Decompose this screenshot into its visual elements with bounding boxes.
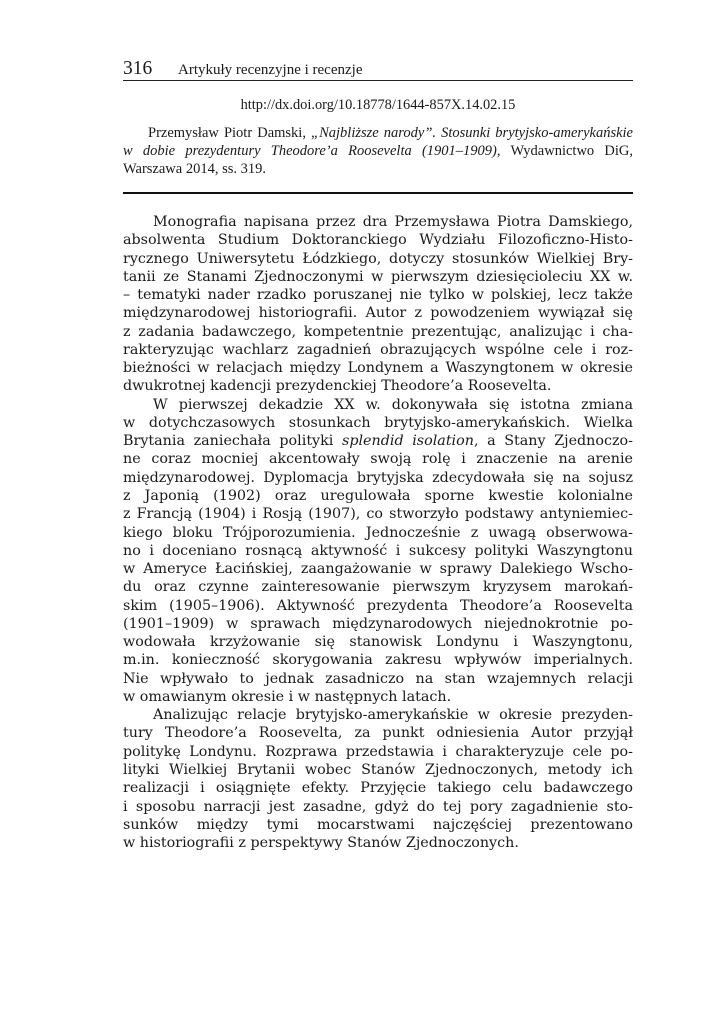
body-line: dwukrotnej kadencji prezydenckiej Theodore’a Roosevelta.: [123, 378, 552, 395]
citation-title-continued: w dobie prezydentury Theodore’a Roosevelta (1901–1909): [123, 143, 497, 159]
body-line: rakteryzując wachlarz zagadnień obrazujących wspólne cele i roz-: [123, 341, 633, 358]
body-line: Nie wpływało to jednak zasadniczo na stan wzajemnych relacji: [123, 670, 633, 687]
body-line: du oraz czynne zainteresowanie pierwszym kryzysem marokań-: [123, 579, 633, 596]
doi-line: http://dx.doi.org/10.18778/1644-857X.14.02.15: [240, 97, 516, 113]
body-line: z Francją (1904) i Rosją (1907), co stworzyło podstawy antyniemiec-: [123, 506, 633, 523]
body-line: absolwenta Studium Doktoranckiego Wydziału Filozoficzno-Histo-: [123, 232, 633, 249]
body-text: Brytania zaniechała polityki: [123, 433, 342, 450]
paragraph-2: [123, 396, 633, 707]
body-line: kiego bloku Trójporozumienia. Jednocześnie z uwagą obserwowa-: [123, 524, 633, 541]
body-line: (1901–1909) w sprawach międzynarodowych niejednokrotnie po-: [123, 615, 633, 632]
body-line: w omawianym okresie i w następnych latach.: [123, 688, 452, 705]
body-line: [123, 432, 633, 450]
body-line: z zadania badawczego, kompetentnie prezentując, analizując i cha-: [123, 323, 633, 340]
body-line: Analizując relacje brytyjsko-amerykańskie w okresie prezyden-: [153, 707, 633, 724]
page-number: 316: [123, 58, 153, 79]
body-line: no i doceniano rosnącą aktywność i sukcesy polityki Waszyngtonu: [123, 542, 633, 559]
body-line: politykę Londynu. Rozprawa przedstawia i charakteryzuje cele po-: [123, 743, 633, 760]
body-line: rycznego Uniwersytetu Łódzkiego, dotyczy stosunków Wielkiej Bry-: [123, 250, 633, 267]
body-line: międzynarodowej historiografii. Autor z powodzeniem wywiązał się: [123, 305, 633, 322]
body-line: i sposobu narracji jest zasadne, gdyż do tej pory zagadnienie sto-: [123, 798, 633, 815]
body-line: lityki Wielkiej Brytanii wobec Stanów Zjednoczonych, metody ich: [123, 761, 633, 778]
body-line: w dotychczasowych stosunkach brytyjsko-amerykańskich. Wielka: [123, 414, 633, 431]
body-line: realizacji i osiągnięte efekty. Przyjęcie takiego celu badawczego: [123, 780, 633, 797]
body-line: tury Theodore’a Roosevelta, za punkt odniesienia Autor przyjął: [123, 725, 633, 742]
citation-line-2: [123, 142, 633, 160]
citation-line-3: Warszawa 2014, ss. 319.: [123, 161, 266, 177]
running-head: [123, 58, 633, 81]
citation-divider: [123, 192, 633, 194]
body-text: , a Stany Zjednoczo-: [473, 433, 633, 450]
body-line: – tematyki nader rzadko poruszanej nie tylko w polskiej, lecz także: [123, 287, 633, 304]
citation-title: „Najbliższe narody”. Stosunki brytyjsko-amerykańskie: [311, 125, 633, 141]
body-line: Monografia napisana przez dra Przemysława Piotra Damskiego,: [153, 214, 633, 230]
body-line: z Japonią (1902) oraz uregulowała sporne kwestie kolonialne: [123, 487, 633, 504]
body-line: W pierwszej dekadzie XX w. dokonywała się istotna zmiana: [153, 396, 633, 413]
paragraph-3: [123, 706, 633, 852]
paragraph-1: [123, 213, 633, 396]
reviewed-book-citation: [123, 124, 633, 178]
body-line: w historiografii z perspektywy Stanów Zjednoczonych.: [123, 835, 519, 852]
citation-line-1: [148, 124, 633, 142]
body-line: wodowała krzyżowanie się stanowisk Londynu i Waszyngtonu,: [123, 634, 633, 651]
citation-publisher: , Wydawnictwo DiG,: [496, 143, 633, 159]
citation-author: Przemysław Piotr Damski,: [148, 125, 312, 141]
body-line: w Ameryce Łacińskiej, zaangażowanie w sprawy Dalekiego Wscho-: [123, 561, 633, 578]
section-title: Artykuły recenzyjne i recenzje: [178, 62, 363, 78]
review-body: [123, 213, 633, 852]
body-line: skim (1905–1906). Aktywność prezydenta Theodore’a Roosevelta: [123, 597, 633, 614]
body-line: bieżności w relacjach między Londynem a Waszyngtonem w okresie: [123, 360, 633, 377]
body-line: tanii ze Stanami Zjednoczonymi w pierwszym dziesięcioleciu XX w.: [123, 268, 633, 285]
italic-phrase: splendid isolation: [341, 433, 474, 450]
body-line: sunków między tymi mocarstwami najczęściej prezentowano: [123, 816, 633, 833]
body-line: ne coraz mocniej akcentowały swoją rolę i znaczenie na arenie: [123, 451, 633, 468]
body-line: międzynarodowej. Dyplomacja brytyjska zdecydowała się na sojusz: [123, 469, 633, 486]
header-rule: [123, 80, 633, 81]
body-line: m.in. konieczność skorygowania zakresu wpływów imperialnych.: [123, 652, 633, 669]
